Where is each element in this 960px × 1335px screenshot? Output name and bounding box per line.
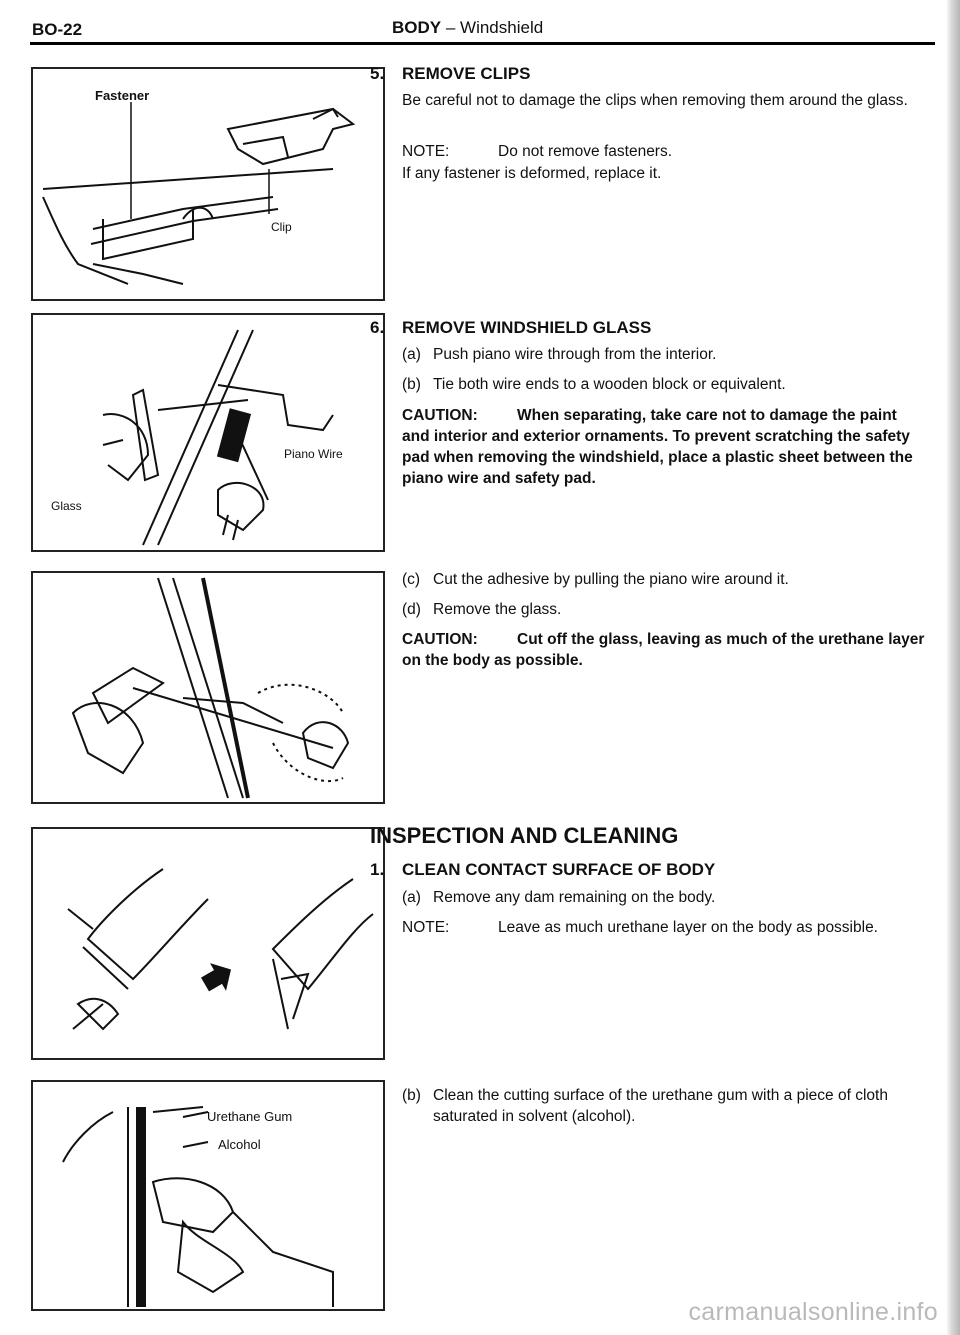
label-fastener: Fastener bbox=[95, 88, 150, 103]
step-number: 1. bbox=[370, 860, 385, 879]
step-5-note bbox=[402, 141, 927, 162]
label-clip: Clip bbox=[271, 220, 292, 234]
note-label: NOTE: bbox=[402, 919, 450, 936]
arrow-icon bbox=[197, 956, 239, 999]
step-1-note bbox=[402, 917, 927, 938]
step-6d bbox=[402, 599, 927, 620]
cut-adhesive-illustration bbox=[33, 573, 383, 802]
sub-text: Remove the glass. bbox=[433, 601, 562, 618]
sub-tag: (a) bbox=[402, 346, 421, 363]
label-alcohol: Alcohol bbox=[218, 1137, 261, 1152]
sub-text: Push piano wire through from the interior. bbox=[433, 346, 717, 363]
page-title bbox=[392, 18, 543, 38]
caution-label: CAUTION: bbox=[402, 407, 478, 424]
note-text: Leave as much urethane layer on the body as possible. bbox=[498, 919, 878, 936]
note-label: NOTE: bbox=[402, 143, 450, 160]
sub-tag: (a) bbox=[402, 889, 421, 906]
caution-label: CAUTION: bbox=[402, 631, 478, 648]
step-6c bbox=[402, 569, 927, 590]
caution-text: Cut off the glass, leaving as much of the urethane layer on the body as possible. bbox=[402, 631, 925, 669]
sub-text: Clean the cutting surface of the urethane gum with a piece of cloth saturated in solvent (alcohol). bbox=[433, 1087, 888, 1125]
step-1a bbox=[402, 887, 927, 908]
figure-piano-wire bbox=[31, 313, 385, 552]
subsection-name: – Windshield bbox=[441, 18, 544, 37]
sub-text: Tie both wire ends to a wooden block or equivalent. bbox=[433, 376, 786, 393]
sub-tag: (c) bbox=[402, 571, 421, 588]
step-title: REMOVE CLIPS bbox=[402, 64, 531, 83]
label-piano-wire: Piano Wire bbox=[284, 447, 343, 461]
header-rule bbox=[30, 42, 935, 45]
figure-clean-urethane bbox=[31, 1080, 385, 1311]
label-glass: Glass bbox=[51, 499, 82, 513]
step-number: 5. bbox=[370, 64, 385, 83]
step-title: CLEAN CONTACT SURFACE OF BODY bbox=[402, 860, 716, 879]
caution-text: When separating, take care not to damage the paint and interior and exterior ornaments. To prevent scratching the safety pad when removing the windshield, place a plastic sheet between the piano wire and safety pad. bbox=[402, 407, 913, 487]
step-1b bbox=[402, 1085, 927, 1127]
sub-text: Remove any dam remaining on the body. bbox=[433, 889, 716, 906]
step-5-text: Be careful not to damage the clips when removing them around the glass. bbox=[402, 92, 908, 109]
watermark: carmanualsonline.info bbox=[688, 1298, 938, 1326]
sub-tag: (b) bbox=[402, 376, 421, 393]
step-1-heading bbox=[370, 860, 715, 880]
step-title: REMOVE WINDSHIELD GLASS bbox=[402, 318, 652, 337]
section-name: BODY bbox=[392, 18, 442, 37]
sub-tag: (b) bbox=[402, 1087, 421, 1104]
remove-dam-illustration bbox=[33, 829, 383, 1058]
step-5-heading bbox=[370, 64, 530, 84]
step-number: 6. bbox=[370, 318, 385, 337]
page-number: BO-22 bbox=[32, 20, 83, 39]
page-edge-shadow bbox=[946, 0, 960, 1335]
label-urethane-gum: Urethane Gum bbox=[207, 1109, 293, 1124]
step-6a bbox=[402, 344, 927, 365]
piano-wire-illustration bbox=[33, 315, 383, 550]
fastener-clip-illustration bbox=[33, 69, 383, 299]
step-6-caution-2 bbox=[402, 629, 927, 671]
figure-cut-adhesive bbox=[31, 571, 385, 804]
step-6-heading bbox=[370, 318, 651, 338]
figure-fastener-clip bbox=[31, 67, 385, 301]
note-text: Do not remove fasteners. bbox=[498, 143, 673, 160]
figure-remove-dam bbox=[31, 827, 385, 1060]
step-5-note-line-2: If any fastener is deformed, replace it. bbox=[402, 165, 662, 182]
sub-text: Cut the adhesive by pulling the piano wire around it. bbox=[433, 571, 789, 588]
step-6-caution bbox=[402, 405, 927, 489]
section-heading: INSPECTION AND CLEANING bbox=[370, 823, 679, 848]
sub-tag: (d) bbox=[402, 601, 421, 618]
step-6b bbox=[402, 374, 927, 395]
